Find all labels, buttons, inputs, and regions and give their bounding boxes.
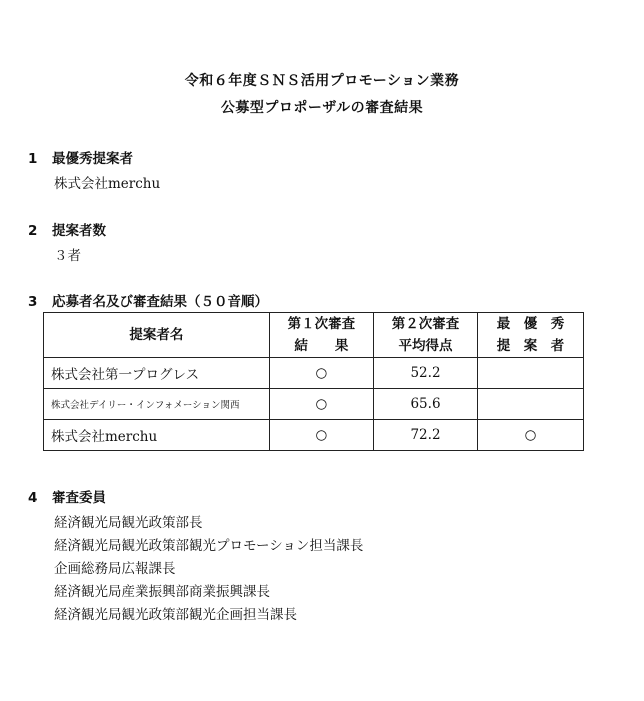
committee-member: 経済観光局観光政策部長 (54, 515, 203, 531)
results-table (43, 312, 584, 451)
proposer-name: 株式会社デイリー・インフォメーション関西 (44, 389, 270, 420)
best-proposer-value: 株式会社merchu (54, 176, 161, 192)
header-label: 第１次審査 (287, 316, 356, 332)
first-review-result: ○ (269, 358, 373, 389)
header-label: 第２次審査 (391, 316, 460, 332)
header-label: 最 優 秀 (496, 316, 565, 332)
committee-member: 経済観光局観光政策部観光プロモーション担当課長 (54, 538, 364, 554)
section-1-heading (28, 147, 133, 167)
best-proposer-mark (478, 389, 584, 420)
proposer-name: 株式会社第一プログレス (44, 358, 270, 389)
table-header-row (44, 313, 584, 358)
proposer-name: 株式会社merchu (44, 420, 270, 451)
section-title: 最優秀提案者 (52, 151, 133, 167)
section-title: 応募者名及び審査結果（５０音順） (52, 294, 268, 310)
section-3-heading (28, 290, 268, 310)
section-2-heading (28, 219, 106, 239)
table-row (44, 358, 584, 389)
committee-member: 企画総務局広報課長 (54, 561, 176, 577)
document-subtitle: 公募型プロポーザルの審査結果 (220, 100, 424, 116)
table-row (44, 420, 584, 451)
header-second-review (373, 313, 477, 358)
first-review-result: ○ (269, 420, 373, 451)
section-4-heading (28, 486, 106, 506)
average-score: 72.2 (373, 420, 477, 451)
section-number: 2 (28, 223, 38, 239)
proposer-count-value: ３者 (54, 248, 81, 264)
first-review-result: ○ (269, 389, 373, 420)
committee-member: 経済観光局観光政策部観光企画担当課長 (54, 607, 297, 623)
best-proposer-mark: ○ (478, 420, 584, 451)
section-number: 1 (28, 151, 38, 167)
section-number: 3 (28, 294, 38, 310)
header-first-review (269, 313, 373, 358)
best-proposer-mark (478, 358, 584, 389)
table-row (44, 389, 584, 420)
section-number: 4 (28, 490, 38, 506)
section-title: 提案者数 (52, 223, 106, 239)
average-score: 52.2 (373, 358, 477, 389)
committee-member: 経済観光局産業振興部商業振興課長 (54, 584, 270, 600)
average-score: 65.6 (373, 389, 477, 420)
section-title: 審査委員 (52, 490, 106, 506)
header-label: 提案者名 (129, 327, 184, 343)
document-title: 令和６年度ＳＮＳ活用プロモーション業務 (184, 73, 460, 89)
header-best-proposer (478, 313, 584, 358)
header-proposer-name (44, 313, 270, 358)
header-label: 平均得点 (398, 338, 453, 354)
header-label: 結 果 (294, 338, 349, 354)
header-label: 提 案 者 (496, 338, 565, 354)
